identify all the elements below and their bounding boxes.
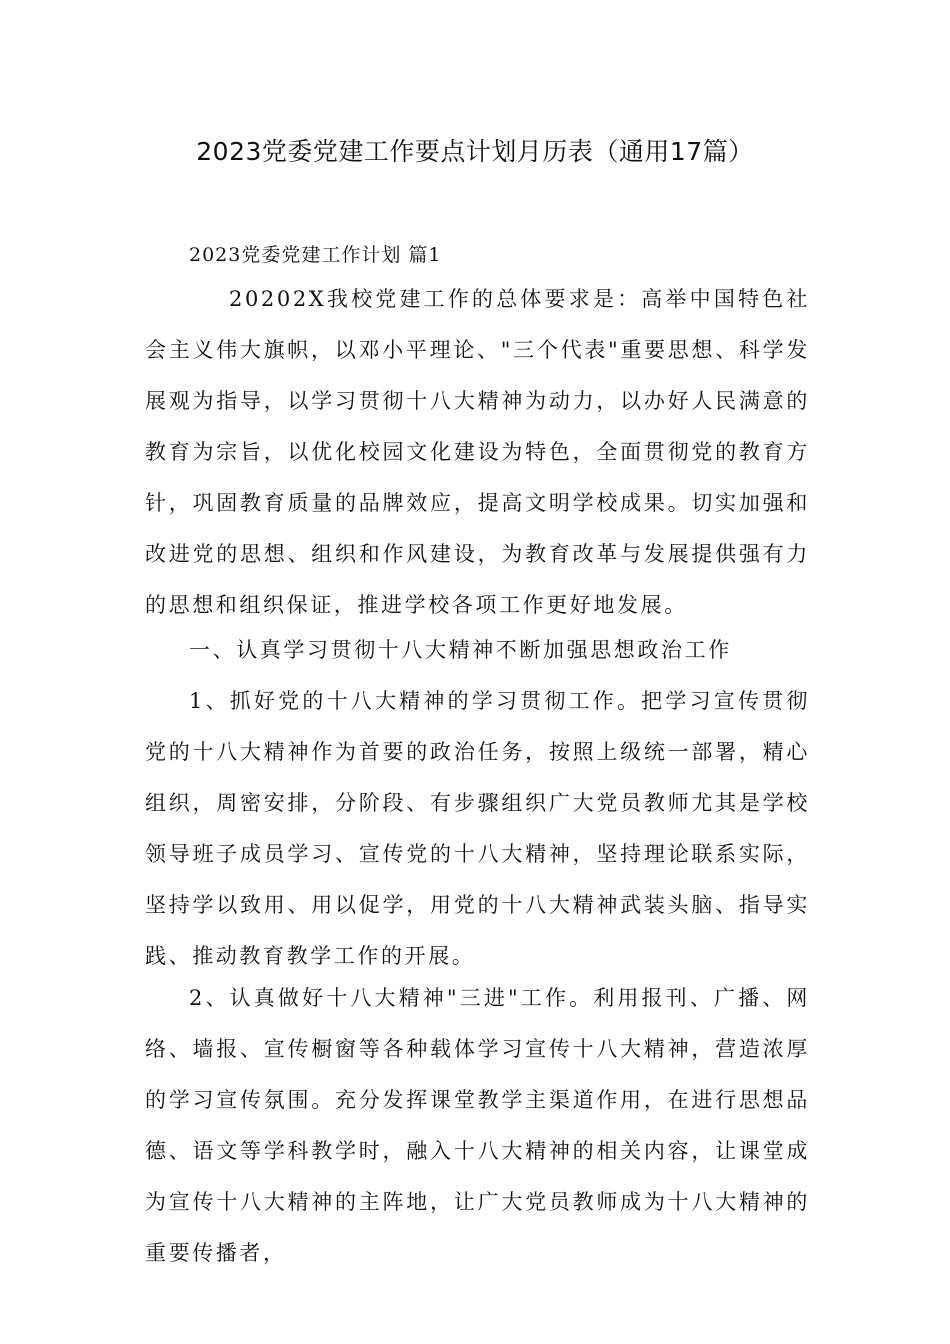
item-one-block <box>145 676 810 982</box>
section-one-block <box>145 625 810 676</box>
document-title: 2023党委党建工作要点计划月历表（通用17篇） <box>196 137 754 166</box>
item-two-paragraph: 2、认真做好十八大精神"三进"工作。利用报刊、广播、网络、墙报、宣传橱窗等各种载体学习宣传十八大精神，营造浓厚的学习宣传氛围。充分发挥课堂教学主渠道作用，在进行思想品德、语文等学科教学时，融入十八大精神的相关内容，让课堂成为宣传十八大精神的主阵地，让广大党员教师成为十八大精神的重要传播者， <box>145 986 810 1265</box>
part-heading: 2023党委党建工作计划 篇1 <box>189 244 442 266</box>
intro-paragraph-block <box>145 274 810 631</box>
item-one-paragraph: 1、抓好党的十八大精神的学习贯彻工作。把学习宣传贯彻党的十八大精神作为首要的政治任务，按照上级统一部署，精心组织，周密安排，分阶段、有步骤组织广大党员教师尤其是学校领导班子成员学习、宣传党的十八大精神，坚持理论联系实际，坚持学以致用、用以促学，用党的十八大精神武装头脑、指导实践、推动教育教学工作的开展。 <box>145 689 810 968</box>
item-two-block <box>145 973 810 1279</box>
intro-paragraph: 20202X我校党建工作的总体要求是：高举中国特色社会主义伟大旗帜，以邓小平理论、"三个代表"重要思想、科学发展观为指导，以学习贯彻十八大精神为动力，以办好人民满意的教育为宗旨，以优化校园文化建设为特色，全面贯彻党的教育方针，巩固教育质量的品牌效应，提高文明学校成果。切实加强和改进党的思想、组织和作风建设，为教育改革与发展提供强有力的思想和组织保证，推进学校各项工作更好地发展。 <box>145 287 810 617</box>
section-one-heading: 一、认真学习贯彻十八大精神不断加强思想政治工作 <box>189 638 732 662</box>
